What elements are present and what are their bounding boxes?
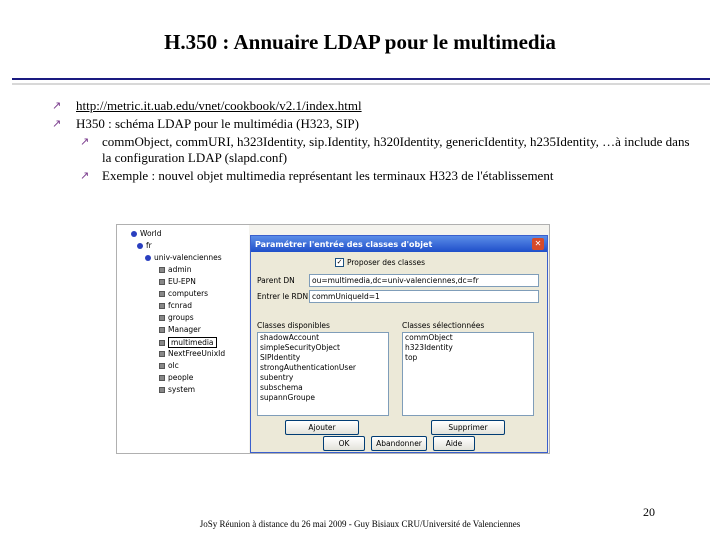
cancel-button[interactable]: Abandonner [371,436,427,451]
folder-icon [159,340,165,346]
page-number: 20 [643,505,655,519]
folder-icon [159,267,165,273]
embedded-screenshot [116,224,550,454]
rdn-field[interactable]: commUniqueId=1 [309,290,539,303]
tree-node[interactable]: Manager [159,325,201,334]
tree-node[interactable]: NextFreeUnixId [159,349,225,358]
list-item[interactable]: SIPIdentity [260,353,301,362]
url-link[interactable]: http://metric.it.uab.edu/vnet/cookbook/v2.1/index.html [76,98,362,113]
folder-icon [159,279,165,285]
parent-dn-field[interactable]: ou=multimedia,dc=univ-valenciennes,dc=fr [309,274,539,287]
dialog-title: Paramétrer l'entrée des classes d'objet [251,236,547,252]
slide-title: H.350 : Annuaire LDAP pour le multimedia [164,30,556,54]
bullet-item [52,98,702,114]
tree-node[interactable]: people [159,373,193,382]
remove-button[interactable]: Supprimer [431,420,505,435]
list-item[interactable]: h323Identity [405,343,453,352]
folder-icon [159,375,165,381]
bullet-text: H350 : schéma LDAP pour le multimédia (H323, SIP) [76,116,359,131]
bullet-text: commObject, commURI, h323Identity, sip.Identity, h320Identity, genericIdentity, h235Identity, …à include dans la configuration LDAP (slapd.conf) [102,134,690,165]
propose-classes-checkbox[interactable]: ✓ [336,258,343,266]
sub-bullet-item [52,168,702,184]
tree-node[interactable]: groups [159,313,194,322]
close-icon[interactable]: ✕ [532,238,544,250]
list-item[interactable]: simpleSecurityObject [260,343,340,352]
list-item[interactable]: subschema [260,383,303,392]
selected-classes-label: Classes sélectionnées [402,321,485,330]
bullet-item [52,116,702,132]
bullet-arrow-icon: ↗ [52,117,62,130]
folder-icon [159,291,165,297]
list-item[interactable]: strongAuthenticationUser [260,363,357,372]
rdn-row: Entrer le RDN commUniqueId=1 [257,290,539,303]
selected-classes-list[interactable] [402,332,534,416]
bullet-arrow-icon: ↗ [52,99,62,112]
tree-node[interactable]: olc [159,361,179,370]
help-button[interactable]: Aide [433,436,475,451]
tree-node[interactable]: admin [159,265,192,274]
list-item[interactable]: shadowAccount [260,333,320,342]
tree-node[interactable]: univ-valenciennes [145,253,222,262]
tree-node[interactable]: fcnrad [159,301,192,310]
tree-node[interactable]: computers [159,289,208,298]
folder-icon [159,351,165,357]
globe-icon [131,231,137,237]
sub-bullet-item [52,134,702,166]
ldap-tree [117,225,249,453]
footer: JoSy Réunion à distance du 26 mai 2009 - Guy Bisiaux CRU/Université de Valenciennes [199,519,521,529]
node-icon [145,255,151,261]
tree-node[interactable]: EU-EPN [159,277,196,286]
title-rule-shadow [12,83,710,85]
list-item[interactable]: supannGroupe [260,393,315,402]
folder-icon [159,327,165,333]
list-item[interactable]: commObject [405,333,453,342]
bullet-list [52,98,702,186]
available-classes-list[interactable] [257,332,389,416]
folder-icon [159,303,165,309]
list-item[interactable]: subentry [260,373,294,382]
ok-button[interactable]: OK [323,436,365,451]
object-class-dialog [250,235,548,453]
list-item[interactable]: top [405,353,418,362]
tree-node[interactable]: multimedia [159,337,217,348]
folder-icon [159,315,165,321]
node-icon [137,243,143,249]
bullet-arrow-icon: ↗ [80,169,90,182]
bullet-text: Exemple : nouvel objet multimedia représentant les terminaux H323 de l'établissement [102,168,554,183]
title-rule [12,78,710,80]
available-classes-label: Classes disponibles [257,321,330,330]
parent-dn-row: Parent DN ou=multimedia,dc=univ-valenciennes,dc=fr [257,274,539,287]
tree-node[interactable]: World [131,229,162,238]
tree-node[interactable]: system [159,385,195,394]
add-button[interactable]: Ajouter [285,420,359,435]
tree-node[interactable]: fr [137,241,152,250]
bullet-arrow-icon: ↗ [80,135,90,148]
propose-classes-row: ✓ Proposer des classes [336,258,426,267]
folder-icon [159,387,165,393]
folder-icon [159,363,165,369]
